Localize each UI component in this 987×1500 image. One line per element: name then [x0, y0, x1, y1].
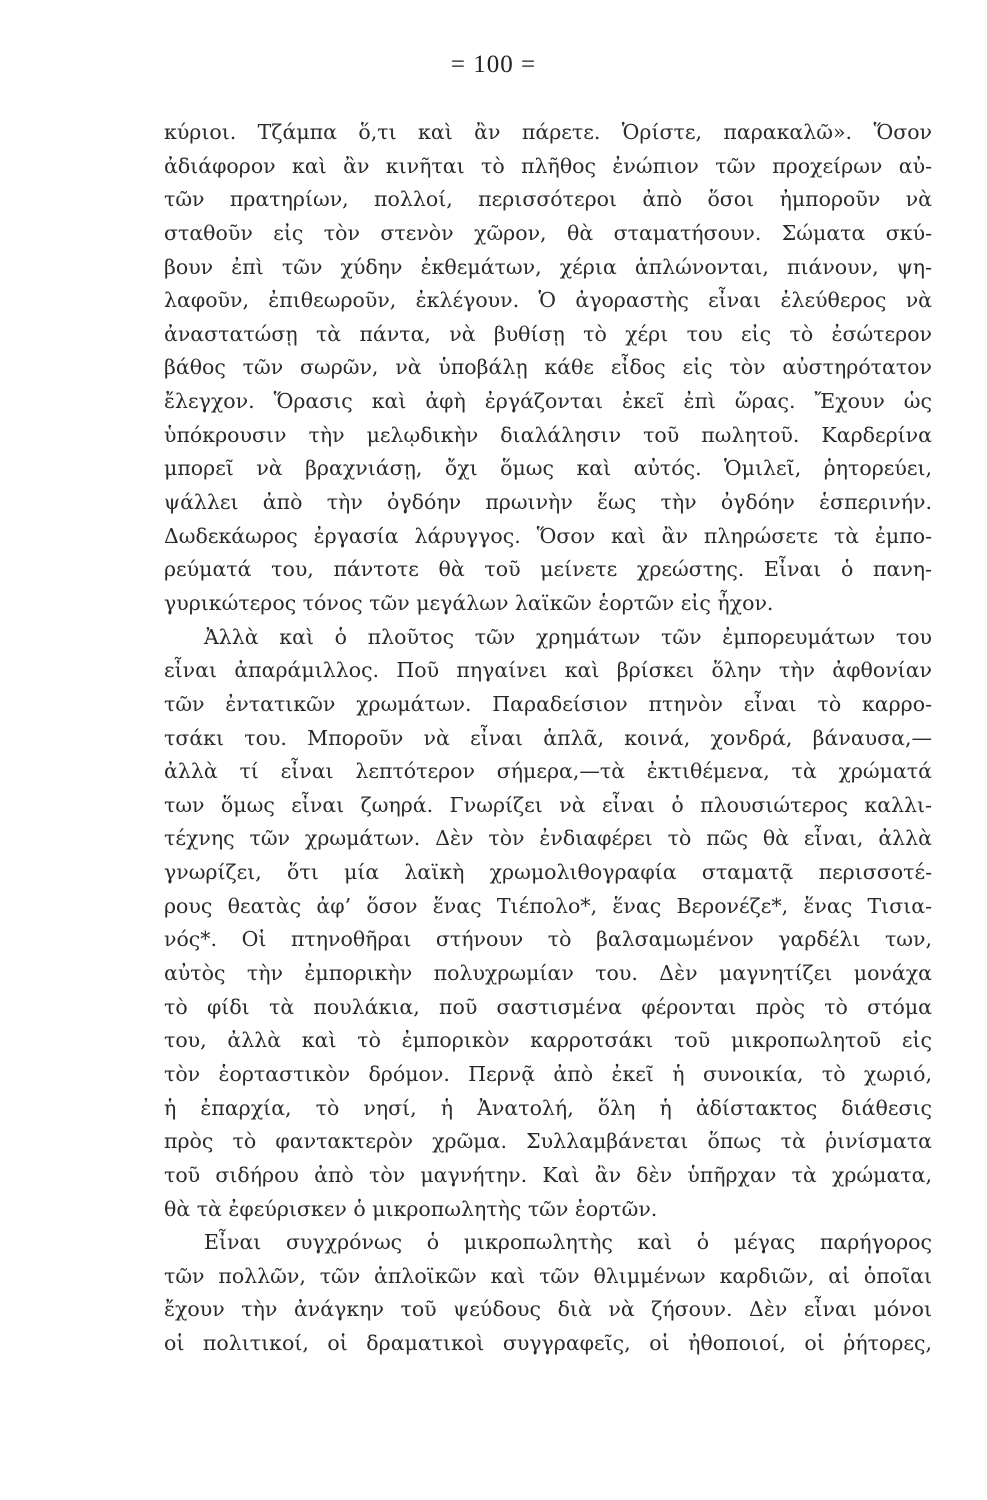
paragraph	[164, 1226, 932, 1361]
text-line: λαφοῦν, ἐπιθεωροῦν, ἐκλέγουν. Ὁ ἀγοραστὴς εἶναι ἐλεύθερος νὰ	[164, 288, 932, 313]
text-line: κύριοι. Τζάμπα ὅ,τι καὶ ἂν πάρετε. Ὁρίστε, παρακαλῶ». Ὅσον	[164, 120, 932, 144]
text-line: τέχνης τῶν χρωμάτων. Δὲν τὸν ἐνδιαφέρει τὸ πῶς θὰ εἶναι, ἀλλὰ	[164, 826, 932, 851]
text-line: ρους θεατὰς ἀφ’ ὅσον ἕνας Τιέπολο*, ἕνας Βερονέζε*, ἕνας Τισια-	[164, 893, 932, 918]
text-line: τὸ φίδι τὰ πουλάκια, ποῦ σαστισμένα φέρονται πρὸς τὸ στόμα	[164, 994, 932, 1019]
text-line: Ἀλλὰ καὶ ὁ πλοῦτος τῶν χρημάτων τῶν ἐμπορευμάτων του	[204, 624, 932, 649]
text-line: μπορεῖ νὰ βραχνιάσῃ, ὄχι ὅμως καὶ αὐτός. Ὁμιλεῖ, ῥητορεύει,	[164, 456, 932, 481]
text-line: τοῦ σιδήρου ἀπὸ τὸν μαγνήτην. Καὶ ἂν δὲν ὑπῆρχαν τὰ χρώματα,	[164, 1162, 932, 1187]
text-line: οἱ πολιτικοί, οἱ δραματικοὶ συγγραφεῖς, οἱ ἠθοποιοί, οἱ ῥήτορες,	[164, 1331, 932, 1356]
text-line: πρὸς τὸ φαντακτερὸν χρῶμα. Συλλαμβάνεται ὅπως τὰ ῥινίσματα	[164, 1129, 932, 1154]
text-line: τῶν πρατηρίων, πολλοί, περισσότεροι ἀπὸ ὅσοι ἠμποροῦν νὰ	[164, 187, 932, 212]
text-line: τὸν ἑορταστικὸν δρόμον. Περνᾷ ἀπὸ ἐκεῖ ἡ συνοικία, τὸ χωριό,	[164, 1061, 932, 1086]
text-line: ἀλλὰ τί εἶναι λεπτότερον σήμερα,—τὰ ἐκτιθέμενα, τὰ χρώματά	[164, 759, 932, 784]
text-line: θὰ τὰ ἐφεύρισκεν ὁ μικροπωλητὴς τῶν ἑορτῶν.	[164, 1196, 658, 1221]
text-line: ἀναστατώσῃ τὰ πάντα, νὰ βυθίσῃ τὸ χέρι του εἰς τὸ ἐσώτερον	[164, 321, 932, 346]
text-line: του, ἀλλὰ καὶ τὸ ἐμπορικὸν καρροτσάκι τοῦ μικροπωλητοῦ εἰς	[164, 1028, 932, 1053]
text-line: τῶν ἐντατικῶν χρωμάτων. Παραδείσιον πτηνὸν εἶναι τὸ καρρο-	[164, 691, 932, 716]
page-number: = 100 =	[450, 51, 537, 78]
body-text	[164, 116, 932, 1361]
text-line: ὑπόκρουσιν τὴν μελῳδικὴν διαλάλησιν τοῦ πωλητοῦ. Καρδερίνα	[164, 422, 932, 447]
text-line: σταθοῦν εἰς τὸν στενὸν χῶρον, θὰ σταματήσουν. Σώματα σκύ-	[164, 220, 932, 245]
paragraph	[164, 116, 932, 621]
text-line: εἶναι ἀπαράμιλλος. Ποῦ πηγαίνει καὶ βρίσκει ὅλην τὴν ἀφθονίαν	[164, 658, 932, 683]
text-line: ἡ ἐπαρχία, τὸ νησί, ἡ Ἀνατολή, ὅλη ἡ ἀδίστακτος διάθεσις	[164, 1095, 932, 1120]
text-line: βάθος τῶν σωρῶν, νὰ ὑποβάλῃ κάθε εἶδος εἰς τὸν αὐστηρότατον	[164, 355, 932, 380]
text-line: γυρικώτερος τόνος τῶν μεγάλων λαϊκῶν ἑορτῶν εἰς ἦχον.	[164, 590, 774, 615]
text-line: γνωρίζει, ὅτι μία λαϊκὴ χρωμολιθογραφία σταματᾷ περισσοτέ-	[164, 860, 932, 885]
text-line: τσάκι του. Μποροῦν νὰ εἶναι ἁπλᾶ, κοινά, χονδρά, βάναυσα,—	[164, 725, 932, 750]
paragraph	[164, 621, 932, 1227]
text-line: Εἶναι συγχρόνως ὁ μικροπωλητὴς καὶ ὁ μέγας παρήγορος	[204, 1230, 932, 1255]
text-line: Δωδεκάωρος ἐργασία λάρυγγος. Ὅσον καὶ ἂν πληρώσετε τὰ ἐμπο-	[164, 523, 932, 548]
text-line: αὐτὸς τὴν ἐμπορικὴν πολυχρωμίαν του. Δὲν μαγνητίζει μονάχα	[164, 961, 932, 986]
text-line: ρεύματά του, πάντοτε θὰ τοῦ μείνετε χρεώστης. Εἶναι ὁ πανη-	[164, 557, 932, 582]
text-line: νός*. Οἱ πτηνοθῆραι στήνουν τὸ βαλσαμωμένον γαρδέλι των,	[164, 927, 932, 952]
text-line: ἔλεγχον. Ὅρασις καὶ ἀφὴ ἐργάζονται ἐκεῖ ἐπὶ ὥρας. Ἔχουν ὡς	[164, 389, 932, 414]
text-line: ἀδιάφορον καὶ ἂν κινῆται τὸ πλῆθος ἐνώπιον τῶν προχείρων αὐ-	[164, 153, 932, 178]
text-line: τῶν πολλῶν, τῶν ἁπλοϊκῶν καὶ τῶν θλιμμένων καρδιῶν, αἱ ὁποῖαι	[164, 1263, 932, 1288]
text-line: ψάλλει ἀπὸ τὴν ὀγδόην πρωινὴν ἕως τὴν ὀγδόην ἑσπερινήν.	[164, 490, 932, 515]
text-line: βουν ἐπὶ τῶν χύδην ἐκθεμάτων, χέρια ἁπλώνονται, πιάνουν, ψη-	[164, 254, 932, 279]
text-line: των ὅμως εἶναι ζωηρά. Γνωρίζει νὰ εἶναι ὁ πλουσιώτερος καλλι-	[164, 792, 932, 817]
text-line: ἔχουν τὴν ἀνάγκην τοῦ ψεύδους διὰ νὰ ζήσουν. Δὲν εἶναι μόνοι	[164, 1297, 932, 1322]
